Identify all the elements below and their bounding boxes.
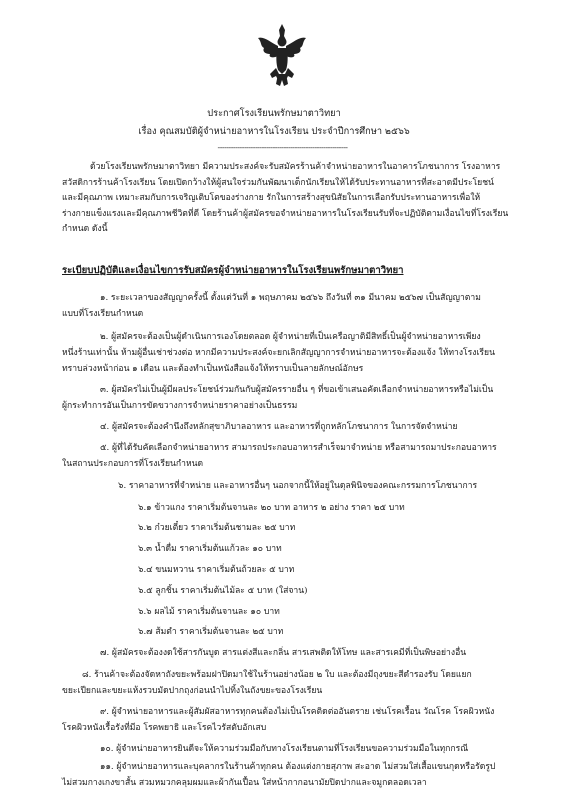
rule-line: ๑. ระยะเวลาของสัญญาครั้งนี้ ตั้งแต่วันที่ ๑ พฤษภาคม ๒๕๖๖ ถึงวันที่ ๓๑ มีนาคม ๒๕๖๗ เป็นสัญญาตาม bbox=[100, 293, 481, 303]
rule-line: ขยะเปียกและขยะแห้งรวบมัดปากถุงก่อนนำไปทิ้งในถังขยะของโรงเรียน bbox=[62, 686, 323, 696]
announcement-title: ประกาศโรงเรียนพรักษมาตาวิทยา bbox=[207, 108, 341, 119]
intro-line: และมีคุณภาพ เหมาะสมกับการเจริญเติบโตของร่างกาย รักในการสร้างสุขนิสัยในการเลือกรับประทานอาหารเพื่อให้ bbox=[62, 193, 481, 203]
rule-line: โรคผิวหนังเรื้อรังที่มีอ โรคพยาธิ และโรคไวรัสตับอักเสบ bbox=[62, 723, 267, 733]
rule-line: ๑๑. ผู้จำหน่ายอาหารและบุคลากรในร้านค้าทุกคน ต้องแต่งกายสุภาพ สะอาด ไม่สวมใส่เสื้อแขนกุดหรือรัดรูป bbox=[100, 762, 496, 772]
section-title: ระเบียบปฏิบัติและเงื่อนไขการรับสมัครผู้จำหน่ายอาหารในโรงเรียนพรักษมาตาวิทยา bbox=[62, 265, 404, 276]
rule-line: ๘. ร้านค้าจะต้องจัดหาถังขยะพร้อมฝาปิดมาใช้ในร้านอย่างน้อย ๒ ใบ และต้องมีถุงขยะสีดำรองรับ โดยแยก bbox=[82, 670, 472, 680]
rule-line: ๔. ผู้สมัครจะต้องคำนึงถึงหลักสุขาภิบาลอาหาร และอาหารที่ถูกหลักโภชนาการ ในการจัดจำหน่าย bbox=[100, 422, 458, 432]
announcement-subject: เรื่อง คุณสมบัติผู้จำหน่ายอาหารในโรงเรียน ประจำปีการศึกษา ๒๕๖๖ bbox=[138, 126, 410, 137]
rule-line: ๙. ผู้จำหน่ายอาหารและผู้สัมผัสอาหารทุกคนต้องไม่เป็นโรคติดต่ออันตราย เช่นโรคเรื้อน วัณโรค โรคผิวหนัง bbox=[100, 707, 495, 717]
price-item: ๖.๔ ขนมหวาน ราคาเริ่มต้นถ้วยละ ๕ บาท bbox=[138, 565, 295, 575]
header-divider: ----------------------------------------------------------- bbox=[217, 143, 348, 152]
garuda-emblem-icon bbox=[256, 22, 308, 88]
rule-line: ผู้กระทำการอันเป็นการขัดขวางการจำหน่ายราคาอย่างเป็นธรรม bbox=[62, 401, 298, 411]
rule-line: ๓. ผู้สมัครไม่เป็นผู้มีผลประโยชน์ร่วมกันกับผู้สมัครรายอื่น ๆ ที่ขอเข้าเสนอคัดเลือกจำหน่ายอาหารหรือไม่เป็น bbox=[100, 385, 494, 395]
price-item: ๖.๖ ผลไม้ ราคาเริ่มต้นจานละ ๑๐ บาท bbox=[138, 607, 280, 617]
rule-line: ๑๐. ผู้จำหน่ายอาหารยินดีจะให้ความร่วมมือกับทางโรงเรียนตามที่โรงเรียนขอความร่วมมือในทุกกรณี bbox=[100, 744, 469, 754]
intro-line: ร่างกายแข็งแรงและมีคุณภาพชีวิตที่ดี โดยร้านค้าผู้สมัครขอจำหน่ายอาหารในโรงเรียนรับที่จะปฏิบัติตามเงื่อนไขที่โรงเรียน bbox=[62, 208, 509, 219]
rule-line: ทราบล่วงหน้าก่อน ๑ เดือน และต้องทำเป็นหนังสือแจ้งให้ทราบเป็นลายลักษณ์อักษร bbox=[62, 364, 364, 374]
intro-paragraph bbox=[62, 160, 508, 238]
rule-line: ๒. ผู้สมัครจะต้องเป็นผู้ดำเนินการเองโดยตลอด ผู้จำหน่ายที่เป็นเครือญาติมีสิทธิ์เป็นผู้จำหน่ายอาหารเพียง bbox=[100, 332, 481, 342]
price-item: ๖.๑ ข้าวแกง ราคาเริ่มต้นจานละ ๒๐ บาท อาหาร ๒ อย่าง ราคา ๒๕ บาท bbox=[138, 503, 405, 513]
rule-line: ไม่สวมกางเกงขาสั้น สวมหมวกคลุมผมและผ้ากันเปื้อน ใส่หน้ากากอนามัยปิดปากและจมูกตลอดเวลา bbox=[62, 778, 427, 788]
intro-line: กำหนด ดังนี้ bbox=[62, 224, 108, 234]
rule-line: ในสถานประกอบการที่โรงเรียนกำหนด bbox=[62, 459, 204, 469]
price-item: ๖.๕ ลูกชิ้น ราคาเริ่มต้นไม้ละ ๕ บาท (ใส่จาน) bbox=[138, 586, 308, 596]
price-item: ๖.๓ น้ำดื่ม ราคาเริ่มต้นแก้วละ ๑๐ บาท bbox=[138, 544, 282, 554]
rule-line: ๕. ผู้ที่ได้รับคัดเลือกจำหน่ายอาหาร สามารถประกอบอาหารสำเร็จมาจำหน่าย หรือสามารถมาประกอบอาหาร bbox=[100, 443, 497, 453]
rule-line: แบบที่โรงเรียนกำหนด bbox=[62, 309, 144, 319]
intro-line: ด้วยโรงเรียนพรักษมาตาวิทยา มีความประสงค์จะรับสมัครร้านค้าจำหน่ายอาหารในอาคารโภชนาการ โรงอาหาร bbox=[90, 162, 501, 172]
intro-line: สวัสดิการร้านค้าโรงเรียน โดยเปิดกว้างให้ผู้สนใจร่วมกันพัฒนาเด็กนักเรียนให้ได้รับประทานอาหารที่สะอาดมีประโยชน์ bbox=[62, 177, 494, 188]
rule-line: ๖. ราคาอาหารที่จำหน่าย และอาหารอื่นๆ นอกจากนี้ให้อยู่ในดุลพินิจของคณะกรรมการโภชนาการ bbox=[118, 481, 478, 491]
rule-line: ๗. ผู้สมัครจะต้องงดใช้สารกันบูด สารแต่งสีและกลิ่น สารเสพติดให้โทษ และสารเคมีที่เป็นพิษอย่างอื่น bbox=[100, 648, 467, 658]
rule-line: หนึ่งร้านเท่านั้น ห้ามผู้อื่นเช่าช่วงต่อ หากมีความประสงค์จะยกเลิกสัญญาการจำหน่ายอาหารจะต้องแจ้ง ให้ทางโรงเรียน bbox=[62, 348, 495, 358]
price-item: ๖.๒ ก๋วยเตี๋ยว ราคาเริ่มต้นชามละ ๒๕ บาท bbox=[138, 523, 296, 533]
price-item: ๖.๗ ส้มตำ ราคาเริ่มต้นจานละ ๒๕ บาท bbox=[138, 627, 284, 637]
